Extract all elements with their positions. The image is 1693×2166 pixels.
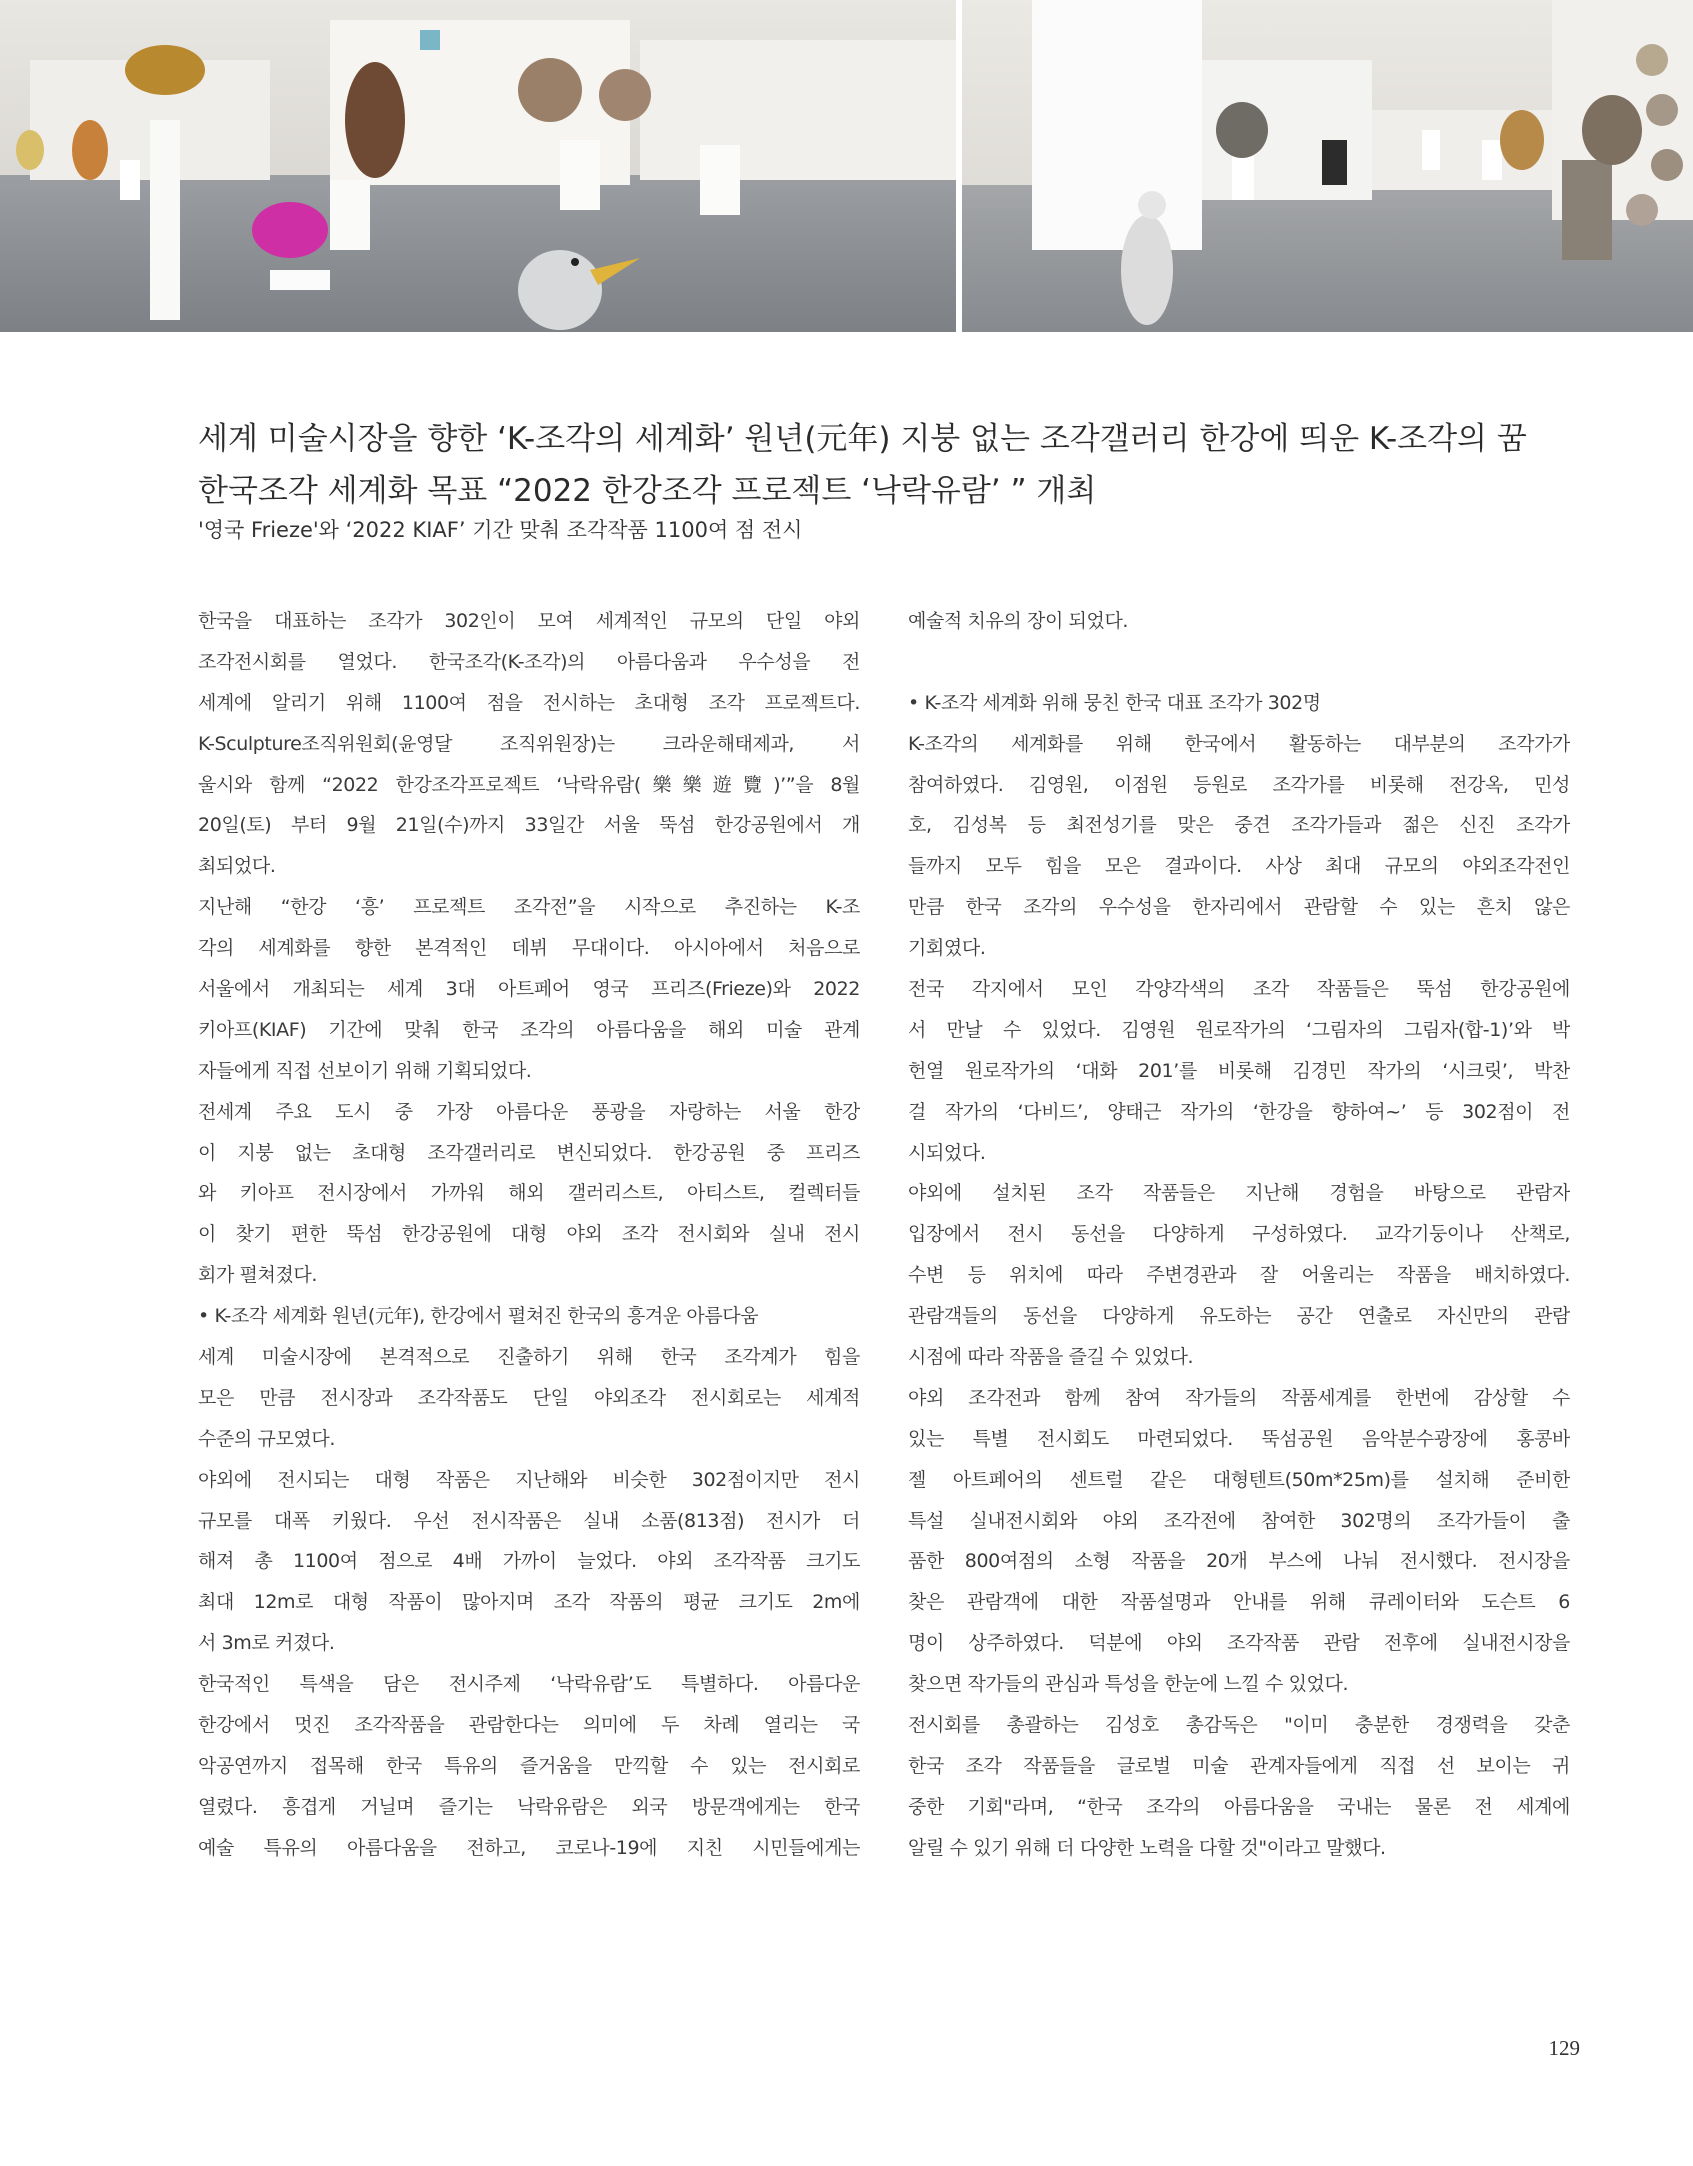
text-line: 특설 실내전시회와 야외 조각전에 참여한 302명의 조각가들이 출	[908, 1509, 1570, 1532]
text-line: 울시와 함께 “2022 한강조각프로젝트 ‘낙락유람(樂樂遊覽)’”을 8월	[198, 773, 860, 796]
text-line: 세계 미술시장에 본격적으로 진출하기 위해 한국 조각계가 힘을	[198, 1346, 860, 1369]
text-line: 예술 특유의 아름다움을 전하고, 코로나-19에 지친 시민들에게는	[198, 1836, 860, 1859]
text-line: 관람객들의 동선을 다양하게 유도하는 공간 연출로 자신만의 관람	[908, 1305, 1570, 1328]
text-line: 한국 조각 작품들을 글로벌 미술 관계자들에게 직접 선 보이는 귀	[908, 1754, 1570, 1777]
text-line: 야외에 전시되는 대형 작품은 지난해와 비슷한 302점이지만 전시	[198, 1468, 860, 1491]
text-line: 규모를 대폭 키웠다. 우선 전시작품은 실내 소품(813점) 전시가 더	[198, 1509, 860, 1532]
page-number: 129	[1548, 2036, 1580, 2060]
text-line: 악공연까지 접목해 한국 특유의 즐거움을 만끽할 수 있는 전시회로	[198, 1754, 860, 1777]
exhibition-hall-image-right	[962, 0, 1693, 332]
text-line: 지난해 “한강 ‘흥’ 프로젝트 조각전”을 시작으로 추진하는 K-조	[198, 896, 860, 919]
text-line: 서 만날 수 있었다. 김영원 원로작가의 ‘그림자의 그림자(합-1)’와 박	[908, 1018, 1570, 1041]
text-line: 찾으면 작가들의 관심과 특성을 한눈에 느낄 수 있었다.	[908, 1673, 1349, 1696]
text-line: 시점에 따라 작품을 즐길 수 있었다.	[908, 1346, 1194, 1369]
text-line: 각의 세계화를 향한 본격적인 데뷔 무대이다. 아시아에서 처음으로	[198, 937, 860, 960]
headline-line-2: 한국조각 세계화 목표 “2022 한강조각 프로젝트 ‘낙락유람’ ” 개최	[198, 473, 1097, 509]
text-line: 입장에서 전시 동선을 다양하게 구성하였다. 교각기둥이나 산책로,	[908, 1223, 1570, 1246]
text-line: 와 키아프 전시장에서 가까워 해외 갤러리스트, 아티스트, 컬렉터들	[198, 1182, 860, 1205]
text-line: 참여하였다. 김영원, 이점원 등원로 조각가를 비롯해 전강옥, 민성	[908, 773, 1570, 796]
text-line: 야외 조각전과 함께 참여 작가들의 작품세계를 한번에 감상할 수	[908, 1386, 1570, 1409]
text-line: K-Sculpture조직위원회(윤영달 조직위원장)는 크라운해태제과, 서	[198, 732, 860, 755]
text-line: 시되었다.	[908, 1141, 986, 1164]
blank-line	[908, 642, 1570, 683]
text-line: 예술적 치유의 장이 되었다.	[908, 610, 1129, 632]
text-line: 한국적인 특색을 담은 전시주제 ‘낙락유람’도 특별하다. 아름다운	[198, 1673, 860, 1696]
bullet-heading: • K-조각 세계화 위해 뭉친 한국 대표 조각가 302명	[908, 691, 1321, 714]
text-line: K-조각의 세계화를 위해 한국에서 활동하는 대부분의 조각가가	[908, 732, 1570, 755]
text-line: 서울에서 개최되는 세계 3대 아트페어 영국 프리즈(Frieze)와 2022	[198, 978, 860, 1001]
text-line: 이 찾기 편한 뚝섬 한강공원에 대형 야외 조각 전시회와 실내 전시	[198, 1223, 860, 1246]
article-column-right	[908, 601, 1570, 1869]
text-line: 해져 총 1100여 점으로 4배 가까이 늘었다. 야외 조각작품 크기도	[198, 1550, 860, 1573]
text-line: 최되었다.	[198, 855, 276, 878]
text-line: 알릴 수 있기 위해 더 다양한 노력을 다할 것"이라고 말했다.	[908, 1836, 1386, 1859]
text-line: 들까지 모두 힘을 모은 결과이다. 사상 최대 규모의 야외조각전인	[908, 855, 1570, 878]
text-line: 열렸다. 흥겹게 거닐며 즐기는 낙락유람은 외국 방문객에게는 한국	[198, 1795, 860, 1818]
text-line: 전세계 주요 도시 중 가장 아름다운 풍광을 자랑하는 서울 한강	[198, 1100, 860, 1123]
text-line: 찾은 관람객에 대한 작품설명과 안내를 위해 큐레이터와 도슨트 6	[908, 1591, 1570, 1614]
text-line: 만큼 한국 조각의 우수성을 한자리에서 관람할 수 있는 흔치 않은	[908, 896, 1570, 919]
text-line: 세계에 알리기 위해 1100여 점을 전시하는 초대형 조각 프로젝트다.	[198, 691, 860, 714]
headline-line-1: 세계 미술시장을 향한 ‘K-조각의 세계화’ 원년(元年) 지붕 없는 조각갤러리 한강에 띄운 K-조각의 꿈	[198, 421, 1527, 457]
text-line: 모은 만큼 전시장과 조각작품도 단일 야외조각 전시회로는 세계적	[198, 1386, 860, 1409]
text-line: 전시회를 총괄하는 김성호 총감독은 "이미 충분한 경쟁력을 갖춘	[908, 1714, 1570, 1737]
text-line: 최대 12m로 대형 작품이 많아지며 조각 작품의 평균 크기도 2m에	[198, 1591, 860, 1614]
bullet-heading: • K-조각 세계화 원년(元年), 한강에서 펼쳐진 한국의 흥겨운 아름다움	[198, 1305, 759, 1328]
text-line: 야외에 설치된 조각 작품들은 지난해 경험을 바탕으로 관람자	[908, 1182, 1570, 1205]
text-line: 이 지붕 없는 초대형 조각갤러리로 변신되었다. 한강공원 중 프리즈	[198, 1141, 860, 1164]
text-line: 서 3m로 커졌다.	[198, 1632, 335, 1655]
text-line: 20일(토) 부터 9월 21일(수)까지 33일간 서울 뚝섬 한강공원에서 개	[198, 814, 860, 837]
text-line: 한강에서 멋진 조각작품을 관람한다는 의미에 두 차례 열리는 국	[198, 1714, 860, 1737]
text-line: 키아프(KIAF) 기간에 맞춰 한국 조각의 아름다움을 해외 미술 관계	[198, 1018, 860, 1041]
text-line: 조각전시회를 열었다. 한국조각(K-조각)의 아름다움과 우수성을 전	[198, 650, 860, 673]
text-line: 중한 기회"라며, “한국 조각의 아름다움을 국내는 물론 전 세계에	[908, 1795, 1570, 1818]
text-line: 한국을 대표하는 조각가 302인이 모여 세계적인 규모의 단일 야외	[198, 610, 860, 632]
subtitle: '영국 Frieze'와 ‘2022 KIAF’ 기간 맞춰 조각작품 1100여 점 전시	[198, 518, 803, 542]
text-line: 걸 작가의 ‘다비드’, 양태근 작가의 ‘한강을 향하여~’ 등 302점이 전	[908, 1100, 1570, 1123]
text-line: 있는 특별 전시회도 마련되었다. 뚝섬공원 음악분수광장에 홍콩바	[908, 1427, 1570, 1450]
text-line: 회가 펼쳐졌다.	[198, 1264, 318, 1287]
text-line: 전국 각지에서 모인 각양각색의 조각 작품들은 뚝섬 한강공원에	[908, 978, 1570, 1001]
text-line: 헌열 원로작가의 ‘대화 201’를 비롯해 김경민 작가의 ‘시크릿’, 박찬	[908, 1059, 1570, 1082]
text-line: 자들에게 직접 선보이기 위해 기획되었다.	[198, 1059, 532, 1082]
photo-banner	[0, 0, 1693, 332]
text-line: 호, 김성복 등 최전성기를 맞은 중견 조각가들과 젊은 신진 조각가	[908, 814, 1570, 837]
text-line: 수준의 규모였다.	[198, 1427, 335, 1450]
text-line: 젤 아트페어의 센트럴 같은 대형텐트(50m*25m)를 설치해 준비한	[908, 1468, 1570, 1491]
exhibition-photo-left	[0, 0, 956, 332]
text-line: 품한 800여점의 소형 작품을 20개 부스에 나눠 전시했다. 전시장을	[908, 1550, 1570, 1573]
exhibition-hall-image-left	[0, 0, 956, 332]
exhibition-photo-right	[962, 0, 1693, 332]
article-column-left	[198, 601, 860, 1869]
text-line: 명이 상주하였다. 덕분에 야외 조각작품 관람 전후에 실내전시장을	[908, 1632, 1570, 1655]
text-line: 수변 등 위치에 따라 주변경관과 잘 어울리는 작품을 배치하였다.	[908, 1264, 1570, 1287]
text-line: 기회였다.	[908, 937, 986, 960]
